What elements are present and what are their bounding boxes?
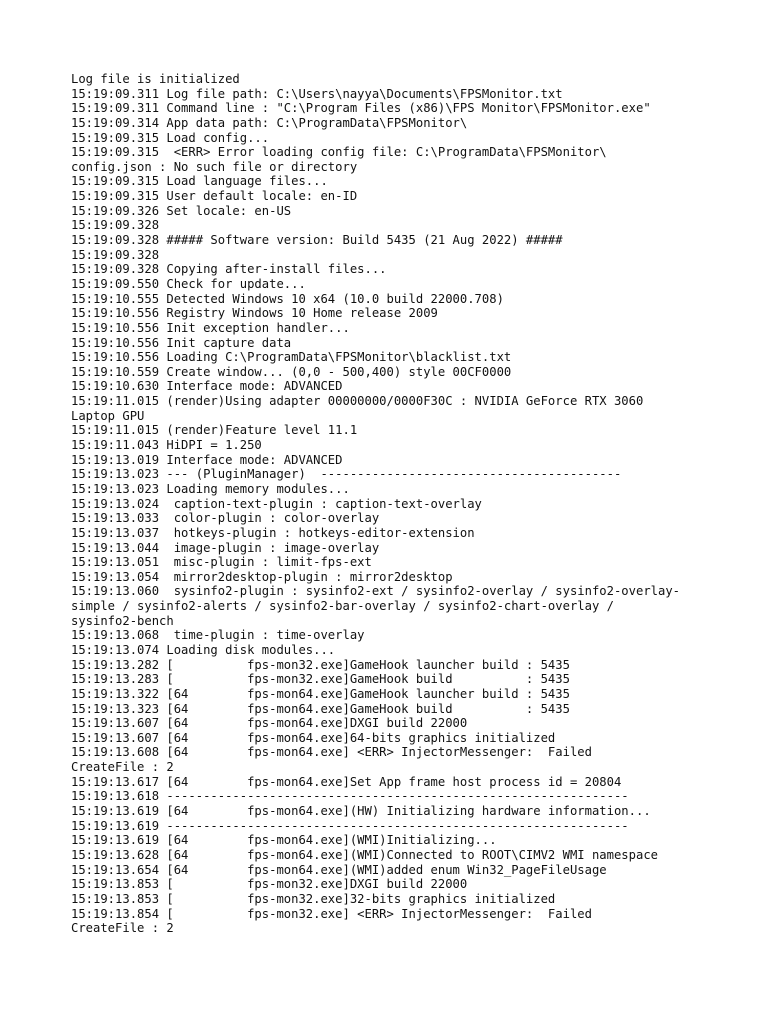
log-line: 15:19:13.282 [ fps-mon32.exe]GameHook launcher build : 5435 — [71, 657, 570, 672]
log-line: 15:19:10.556 Init capture data — [71, 335, 292, 350]
log-line: 15:19:09.315 <ERR> Error loading config file: C:\ProgramData\FPSMonitor\ — [71, 145, 607, 160]
log-line: 15:19:11.015 (render)Using adapter 00000000/0000F30C : NVIDIA GeForce RTX 3060 — [71, 394, 644, 409]
log-line: 15:19:13.024 caption-text-plugin : caption-text-overlay — [71, 496, 482, 511]
log-line: 15:19:10.556 Init exception handler... — [71, 320, 350, 335]
log-line: 15:19:09.315 Load config... — [71, 130, 270, 145]
log-line: 15:19:09.314 App data path: C:\ProgramData\FPSMonitor\ — [71, 115, 468, 130]
log-line: Laptop GPU — [71, 408, 145, 423]
log-line: 15:19:10.559 Create window... (0,0 - 500,400) style 00CF0000 — [71, 364, 512, 379]
log-line: 15:19:13.051 misc-plugin : limit-fps-ext — [71, 555, 372, 570]
log-line: 15:19:10.556 Registry Windows 10 Home release 2009 — [71, 306, 438, 321]
log-line: 15:19:13.853 [ fps-mon32.exe]DXGI build 22000 — [71, 877, 468, 892]
log-line: 15:19:13.074 Loading disk modules... — [71, 642, 336, 657]
log-line: 15:19:13.607 [64 fps-mon64.exe]DXGI build 22000 — [71, 716, 468, 731]
log-line: 15:19:10.556 Loading C:\ProgramData\FPSMonitor\blacklist.txt — [71, 350, 512, 365]
log-line: 15:19:13.023 Loading memory modules... — [71, 481, 350, 496]
log-line: 15:19:13.023 --- (PluginManager) ----------------------------------------- — [71, 467, 622, 482]
log-line: 15:19:10.555 Detected Windows 10 x64 (10.0 build 22000.708) — [71, 291, 504, 306]
log-line: 15:19:11.015 (render)Feature level 11.1 — [71, 423, 358, 438]
log-line: 15:19:13.037 hotkeys-plugin : hotkeys-editor-extension — [71, 525, 475, 540]
log-line: 15:19:13.628 [64 fps-mon64.exe](WMI)Connected to ROOT\CIMV2 WMI namespace — [71, 847, 658, 862]
log-line: 15:19:13.617 [64 fps-mon64.exe]Set App frame host process id = 20804 — [71, 774, 622, 789]
log-line: 15:19:13.019 Interface mode: ADVANCED — [71, 452, 343, 467]
log-line: 15:19:13.044 image-plugin : image-overlay — [71, 540, 380, 555]
log-line: 15:19:09.315 Load language files... — [71, 174, 328, 189]
log-line: 15:19:09.311 Command line : "C:\Program Files (x86)\FPS Monitor\FPSMonitor.exe" — [71, 101, 651, 116]
log-line: 15:19:13.619 [64 fps-mon64.exe](WMI)Initializing... — [71, 833, 497, 848]
log-line: CreateFile : 2 — [71, 921, 174, 936]
log-line: 15:19:11.043 HiDPI = 1.250 — [71, 438, 262, 453]
log-line: 15:19:13.618 --------------------------------------------------------------- — [71, 789, 629, 804]
log-line: 15:19:09.328 — [71, 247, 160, 262]
log-line: 15:19:10.630 Interface mode: ADVANCED — [71, 379, 343, 394]
log-line: 15:19:13.853 [ fps-mon32.exe]32-bits graphics initialized — [71, 891, 556, 906]
log-line: 15:19:09.328 Copying after-install files... — [71, 262, 387, 277]
log-line: config.json : No such file or directory — [71, 159, 358, 174]
log-line: 15:19:09.326 Set locale: en-US — [71, 203, 292, 218]
log-line: 15:19:13.619 --------------------------------------------------------------- — [71, 818, 629, 833]
log-line: 15:19:13.054 mirror2desktop-plugin : mirror2desktop — [71, 569, 453, 584]
log-line: 15:19:09.328 — [71, 218, 160, 233]
log-line: 15:19:13.323 [64 fps-mon64.exe]GameHook build : 5435 — [71, 701, 570, 716]
log-line: 15:19:09.315 User default locale: en-ID — [71, 189, 358, 204]
log-line: 15:19:13.033 color-plugin : color-overlay — [71, 511, 380, 526]
log-text-body — [71, 72, 711, 936]
log-line: 15:19:09.328 ##### Software version: Build 5435 (21 Aug 2022) ##### — [71, 233, 563, 248]
log-line: simple / sysinfo2-alerts / sysinfo2-bar-overlay / sysinfo2-chart-overlay / — [71, 599, 614, 614]
log-line: CreateFile : 2 — [71, 760, 174, 775]
log-line: 15:19:09.550 Check for update... — [71, 276, 306, 291]
log-line: sysinfo2-bench — [71, 613, 174, 628]
log-line: 15:19:13.854 [ fps-mon32.exe] <ERR> InjectorMessenger: Failed — [71, 906, 592, 921]
log-line: 15:19:13.654 [64 fps-mon64.exe](WMI)added enum Win32_PageFileUsage — [71, 862, 607, 877]
log-line: 15:19:09.311 Log file path: C:\Users\nayya\Documents\FPSMonitor.txt — [71, 86, 563, 101]
log-line: 15:19:13.322 [64 fps-mon64.exe]GameHook launcher build : 5435 — [71, 686, 570, 701]
log-line: 15:19:13.607 [64 fps-mon64.exe]64-bits graphics initialized — [71, 730, 556, 745]
log-line: 15:19:13.619 [64 fps-mon64.exe](HW) Initializing hardware information... — [71, 804, 651, 819]
log-line: 15:19:13.060 sysinfo2-plugin : sysinfo2-ext / sysinfo2-overlay / sysinfo2-overlay- — [71, 584, 681, 599]
log-line: Log file is initialized — [71, 72, 240, 86]
log-line: 15:19:13.608 [64 fps-mon64.exe] <ERR> InjectorMessenger: Failed — [71, 745, 592, 760]
log-line: 15:19:13.068 time-plugin : time-overlay — [71, 628, 365, 643]
log-line: 15:19:13.283 [ fps-mon32.exe]GameHook build : 5435 — [71, 672, 570, 687]
